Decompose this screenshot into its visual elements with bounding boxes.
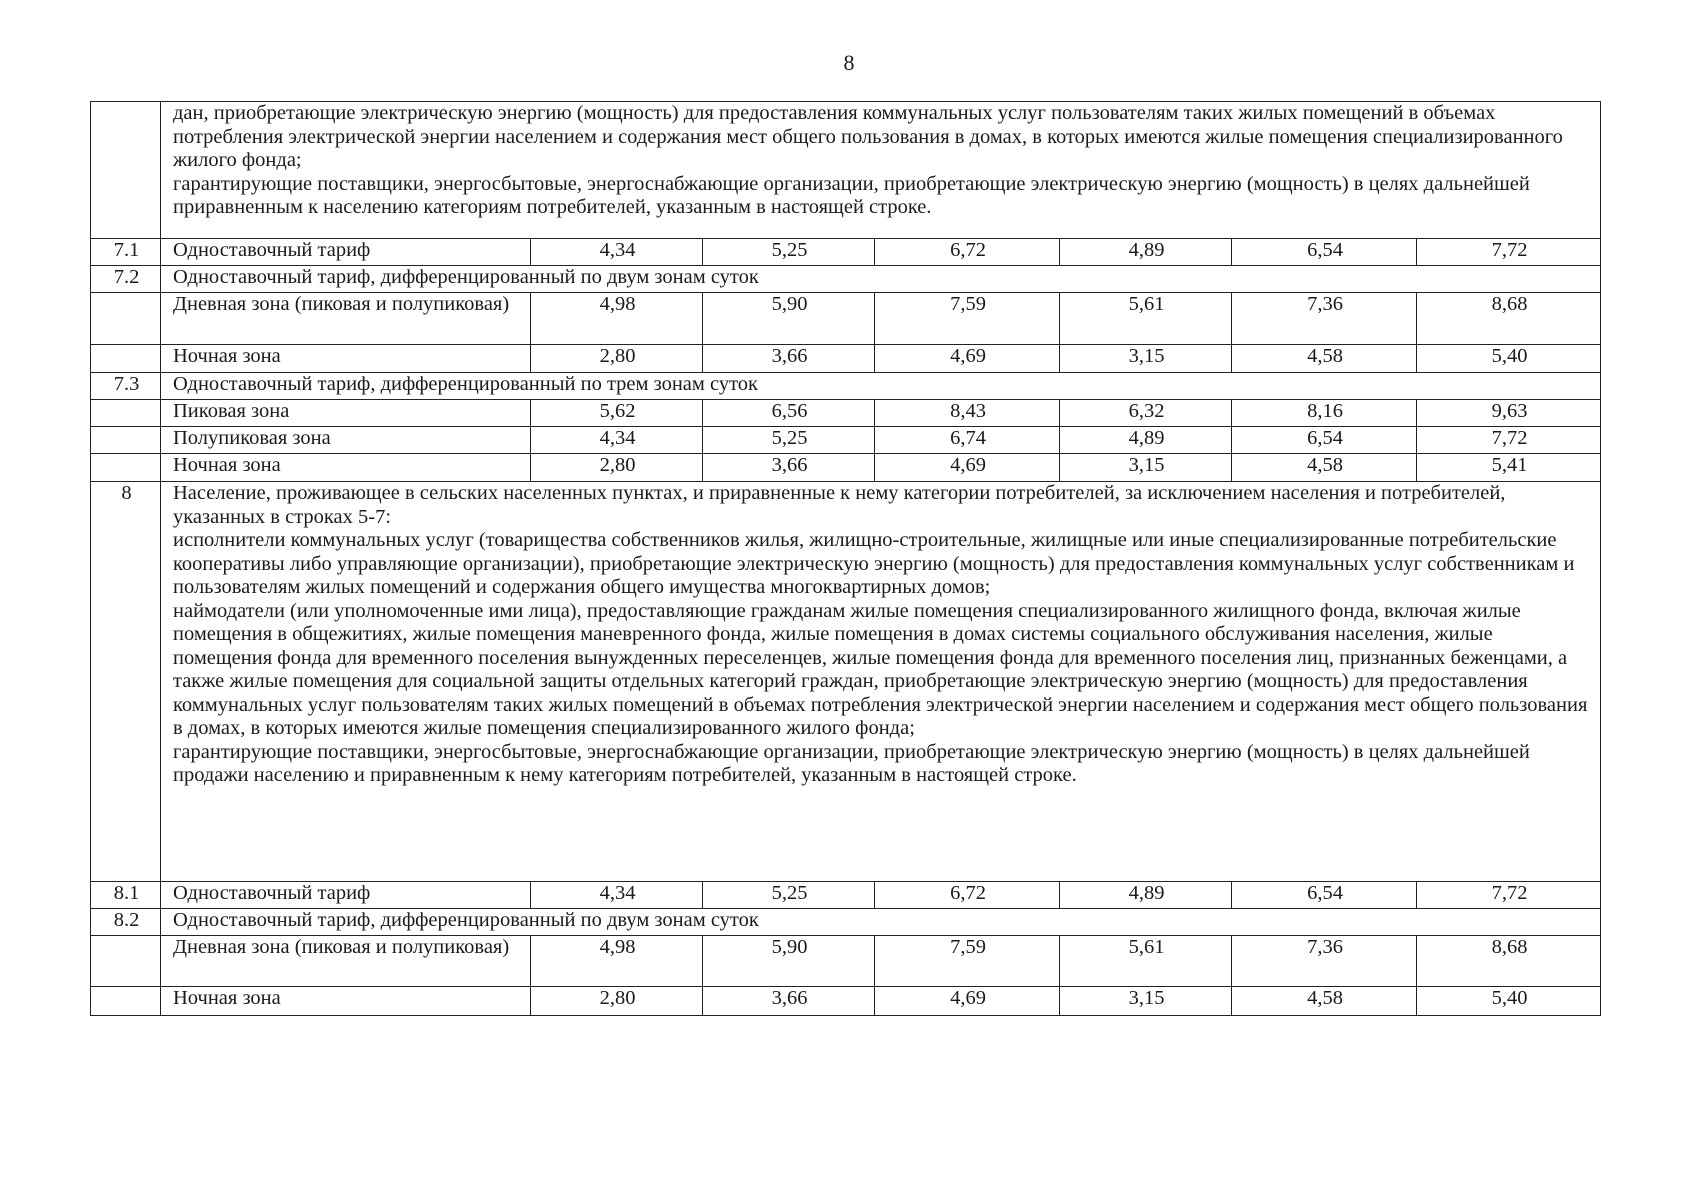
tariff-value: 6,56	[703, 400, 875, 427]
tariff-value: 7,36	[1232, 293, 1417, 345]
tariff-value: 5,25	[703, 427, 875, 454]
row-description	[161, 102, 1601, 239]
page-number: 8	[843, 50, 855, 75]
tariff-value: 6,54	[1232, 239, 1417, 266]
tariff-table-body	[91, 102, 1601, 1016]
tariff-label: Ночная зона	[161, 987, 531, 1016]
tariff-value: 7,36	[1232, 936, 1417, 987]
table-row	[91, 293, 1601, 345]
row-number: 7.1	[91, 239, 161, 266]
tariff-group-label: Одноставочный тариф, дифференцированный по трем зонам суток	[161, 373, 1601, 400]
tariff-table	[90, 101, 1601, 1016]
row-number	[91, 400, 161, 427]
tariff-value: 4,34	[531, 427, 703, 454]
table-row	[91, 909, 1601, 936]
table-row	[91, 882, 1601, 909]
row-number: 7.2	[91, 266, 161, 293]
tariff-label: Ночная зона	[161, 454, 531, 482]
tariff-value: 4,34	[531, 882, 703, 909]
tariff-value: 5,61	[1060, 936, 1232, 987]
tariff-group-label: Одноставочный тариф, дифференцированный по двум зонам суток	[161, 266, 1601, 293]
tariff-label: Одноставочный тариф	[161, 239, 531, 266]
tariff-value: 5,40	[1417, 345, 1601, 373]
table-row	[91, 400, 1601, 427]
tariff-value: 7,59	[875, 293, 1060, 345]
tariff-value: 2,80	[531, 345, 703, 373]
tariff-value: 3,66	[703, 345, 875, 373]
row-number: 8.2	[91, 909, 161, 936]
tariff-value: 4,89	[1060, 882, 1232, 909]
tariff-value: 3,15	[1060, 987, 1232, 1016]
tariff-value: 2,80	[531, 454, 703, 482]
description-paragraph: исполнители коммунальных услуг (товарищества собственников жилья, жилищно-строительные, жилищные или иные специализированные потребительские кооперативы либо управляющие организации), приобретающие электрическую энергию (мощность) для предоставления коммунальных услуг собственникам и пользователям жилых помещений и содержания общего имущества многоквартирных домов;	[173, 529, 1575, 598]
row-number	[91, 427, 161, 454]
tariff-value: 6,72	[875, 239, 1060, 266]
tariff-value: 7,72	[1417, 427, 1601, 454]
table-row	[91, 239, 1601, 266]
row-number	[91, 293, 161, 345]
description-paragraph: дан, приобретающие электрическую энергию (мощность) для предоставления коммунальных услуг пользователям таких жилых помещений в объемах потребления электрической энергии населением и содержания мест общего пользования в домах, в которых имеются жилые помещения специализированного жилого фонда;	[173, 102, 1563, 171]
row-number	[91, 345, 161, 373]
row-number	[91, 102, 161, 239]
tariff-value: 5,90	[703, 293, 875, 345]
tariff-value: 8,43	[875, 400, 1060, 427]
table-row	[91, 102, 1601, 239]
tariff-value: 4,69	[875, 987, 1060, 1016]
tariff-value: 5,25	[703, 882, 875, 909]
table-row	[91, 427, 1601, 454]
tariff-value: 6,32	[1060, 400, 1232, 427]
tariff-value: 8,16	[1232, 400, 1417, 427]
tariff-value: 5,62	[531, 400, 703, 427]
tariff-value: 4,89	[1060, 239, 1232, 266]
description-paragraph: гарантирующие поставщики, энергосбытовые, энергоснабжающие организации, приобретающие электрическую энергию (мощность) в целях дальнейшей продажи населению и приравненным к нему категориям потребителей, указанным в настоящей строке.	[173, 740, 1530, 786]
tariff-value: 4,69	[875, 454, 1060, 482]
row-number	[91, 454, 161, 482]
tariff-value: 3,15	[1060, 345, 1232, 373]
row-number: 8	[91, 482, 161, 882]
table-row	[91, 345, 1601, 373]
description-paragraph: наймодатели (или уполномоченные ими лица), предоставляющие гражданам жилые помещения специализированного жилищного фонда, включая жилые помещения в общежитиях, жилые помещения маневренного фонда, жилые помещения в домах системы социального обслуживания населения, жилые помещения фонда для временного поселения вынужденных переселенцев, жилые помещения фонда для временного поселения лиц, признанных беженцами, а также жилые помещения для социальной защиты отдельных категорий граждан, приобретающие электрическую энергию (мощность) для предоставления коммунальных услуг пользователям таких жилых помещений в объемах потребления электрической энергии населением и содержания мест общего пользования в домах, в которых имеются жилые помещения специализированного жилого фонда;	[173, 599, 1588, 739]
tariff-value: 5,61	[1060, 293, 1232, 345]
tariff-label: Пиковая зона	[161, 400, 531, 427]
tariff-label: Дневная зона (пиковая и полупиковая)	[161, 936, 531, 987]
tariff-value: 9,63	[1417, 400, 1601, 427]
tariff-value: 4,89	[1060, 427, 1232, 454]
tariff-value: 4,58	[1232, 345, 1417, 373]
tariff-value: 5,40	[1417, 987, 1601, 1016]
tariff-value: 6,54	[1232, 427, 1417, 454]
row-description	[161, 482, 1601, 882]
tariff-value: 4,58	[1232, 454, 1417, 482]
tariff-value: 4,98	[531, 293, 703, 345]
row-number: 7.3	[91, 373, 161, 400]
tariff-value: 2,80	[531, 987, 703, 1016]
description-paragraph: гарантирующие поставщики, энергосбытовые, энергоснабжающие организации, приобретающие электрическую энергию (мощность) в целях дальнейшей приравненным к населению категориям потребителей, указанным в настоящей строке.	[173, 172, 1530, 218]
tariff-value: 3,15	[1060, 454, 1232, 482]
tariff-value: 5,90	[703, 936, 875, 987]
tariff-value: 6,72	[875, 882, 1060, 909]
tariff-value: 5,25	[703, 239, 875, 266]
tariff-label: Дневная зона (пиковая и полупиковая)	[161, 293, 531, 345]
table-row	[91, 482, 1601, 882]
tariff-group-label: Одноставочный тариф, дифференцированный по двум зонам суток	[161, 909, 1601, 936]
tariff-value: 8,68	[1417, 293, 1601, 345]
row-number	[91, 987, 161, 1016]
tariff-value: 3,66	[703, 987, 875, 1016]
tariff-value: 6,54	[1232, 882, 1417, 909]
tariff-value: 7,72	[1417, 882, 1601, 909]
row-number	[91, 936, 161, 987]
table-row	[91, 987, 1601, 1016]
table-row	[91, 373, 1601, 400]
table-row	[91, 266, 1601, 293]
tariff-value: 4,69	[875, 345, 1060, 373]
tariff-label: Одноставочный тариф	[161, 882, 531, 909]
table-row	[91, 454, 1601, 482]
tariff-label: Ночная зона	[161, 345, 531, 373]
tariff-value: 4,58	[1232, 987, 1417, 1016]
row-number: 8.1	[91, 882, 161, 909]
tariff-value: 7,72	[1417, 239, 1601, 266]
tariff-value: 4,34	[531, 239, 703, 266]
tariff-value: 5,41	[1417, 454, 1601, 482]
tariff-label: Полупиковая зона	[161, 427, 531, 454]
table-row	[91, 936, 1601, 987]
tariff-value: 4,98	[531, 936, 703, 987]
tariff-value: 8,68	[1417, 936, 1601, 987]
tariff-value: 3,66	[703, 454, 875, 482]
description-paragraph: Население, проживающее в сельских населенных пунктах, и приравненные к нему категории потребителей, за исключением населения и потребителей, указанных в строках 5-7:	[173, 482, 1506, 528]
tariff-value: 7,59	[875, 936, 1060, 987]
tariff-value: 6,74	[875, 427, 1060, 454]
